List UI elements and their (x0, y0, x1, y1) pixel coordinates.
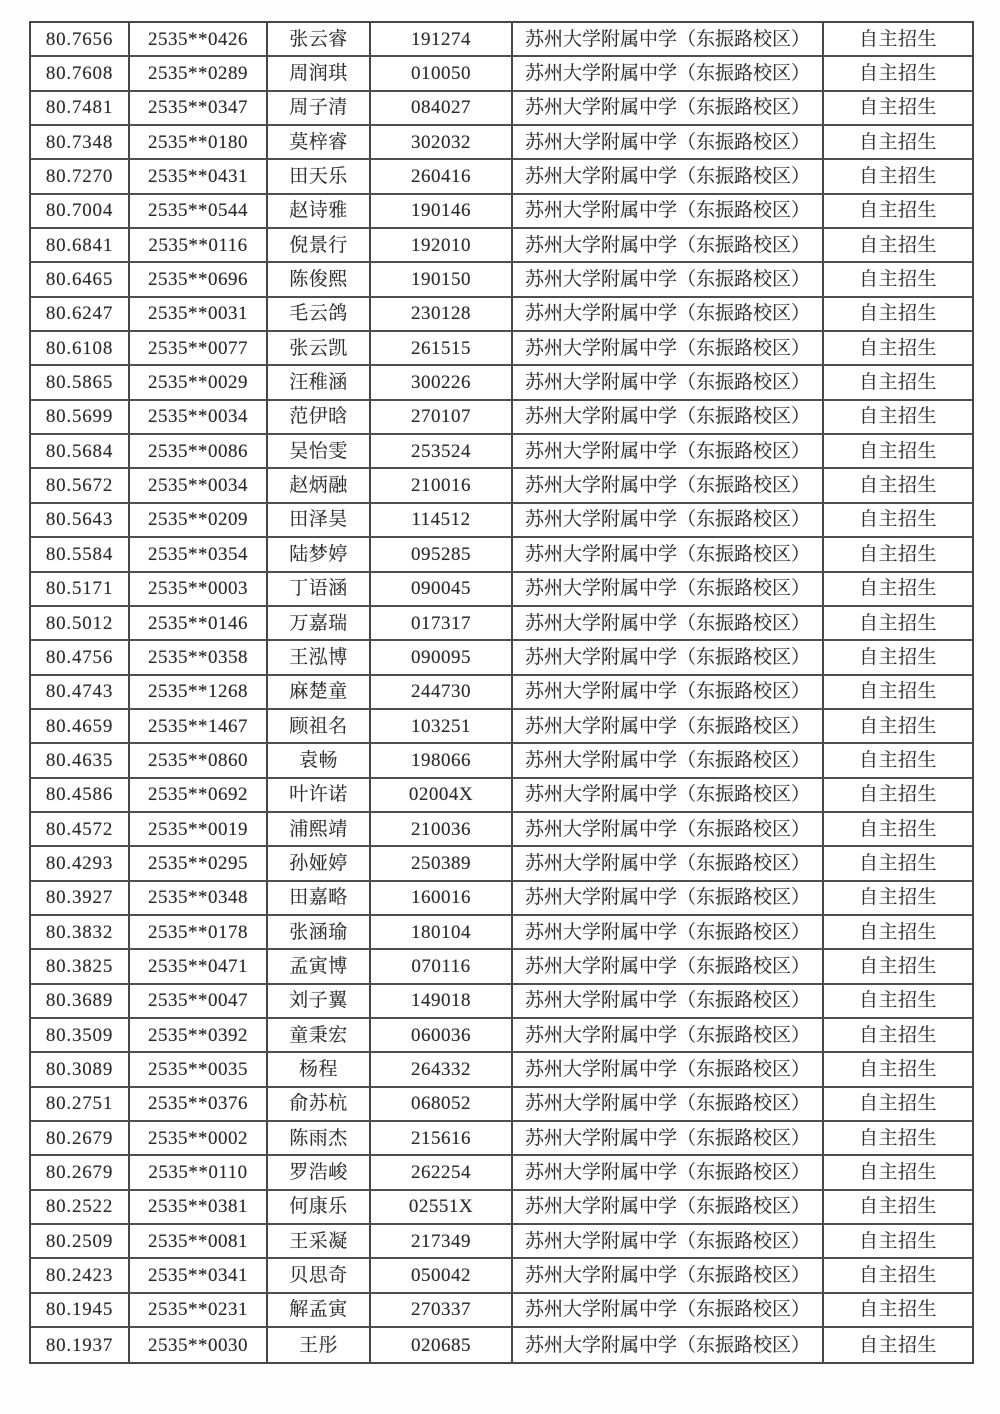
table-row (31, 1294, 972, 1328)
cell-admission-type: 自主招生 (824, 229, 972, 263)
cell-student-name: 叶许诺 (268, 779, 371, 813)
cell-exam-number: 2535**0003 (130, 573, 268, 607)
cell-score: 80.4586 (31, 779, 130, 813)
cell-admission-number: 210036 (371, 813, 513, 847)
cell-student-name: 田天乐 (268, 160, 371, 194)
cell-score: 80.5171 (31, 573, 130, 607)
cell-admission-number: 160016 (371, 882, 513, 916)
cell-admission-type: 自主招生 (824, 641, 972, 675)
table-row (31, 1122, 972, 1156)
cell-admission-number: 114512 (371, 504, 513, 538)
cell-school-name: 苏州大学附属中学（东振路校区） (513, 229, 824, 263)
cell-student-name: 陈雨杰 (268, 1122, 371, 1156)
cell-admission-type: 自主招生 (824, 985, 972, 1019)
cell-school-name: 苏州大学附属中学（东振路校区） (513, 1225, 824, 1259)
cell-admission-number: 261515 (371, 332, 513, 366)
cell-school-name: 苏州大学附属中学（东振路校区） (513, 1088, 824, 1122)
table-row (31, 985, 972, 1019)
table-row (31, 23, 972, 57)
cell-exam-number: 2535**0696 (130, 263, 268, 297)
cell-exam-number: 2535**0209 (130, 504, 268, 538)
table-row (31, 1191, 972, 1225)
cell-admission-type: 自主招生 (824, 1122, 972, 1156)
cell-school-name: 苏州大学附属中学（东振路校区） (513, 950, 824, 984)
cell-admission-number: 217349 (371, 1225, 513, 1259)
cell-score: 80.7004 (31, 195, 130, 229)
cell-score: 80.7348 (31, 126, 130, 160)
cell-admission-number: 070116 (371, 950, 513, 984)
cell-admission-type: 自主招生 (824, 813, 972, 847)
table-row (31, 92, 972, 126)
table-row (31, 607, 972, 641)
cell-exam-number: 2535**0231 (130, 1294, 268, 1328)
cell-student-name: 万嘉瑞 (268, 607, 371, 641)
table-row (31, 1259, 972, 1293)
cell-school-name: 苏州大学附属中学（东振路校区） (513, 126, 824, 160)
cell-school-name: 苏州大学附属中学（东振路校区） (513, 92, 824, 126)
cell-student-name: 袁畅 (268, 744, 371, 778)
cell-admission-number: 060036 (371, 1019, 513, 1053)
cell-exam-number: 2535**0029 (130, 366, 268, 400)
cell-score: 80.2423 (31, 1259, 130, 1293)
cell-student-name: 童秉宏 (268, 1019, 371, 1053)
cell-admission-number: 090095 (371, 641, 513, 675)
cell-admission-number: 250389 (371, 847, 513, 881)
cell-student-name: 丁语涵 (268, 573, 371, 607)
cell-student-name: 顾祖名 (268, 710, 371, 744)
cell-exam-number: 2535**0047 (130, 985, 268, 1019)
cell-student-name: 赵炳融 (268, 469, 371, 503)
cell-exam-number: 2535**0081 (130, 1225, 268, 1259)
cell-student-name: 刘子翼 (268, 985, 371, 1019)
table-row (31, 676, 972, 710)
table-row (31, 573, 972, 607)
cell-exam-number: 2535**0426 (130, 23, 268, 57)
cell-admission-type: 自主招生 (824, 1294, 972, 1328)
cell-school-name: 苏州大学附属中学（东振路校区） (513, 779, 824, 813)
cell-admission-number: 230128 (371, 298, 513, 332)
cell-exam-number: 2535**0381 (130, 1191, 268, 1225)
cell-score: 80.4743 (31, 676, 130, 710)
cell-admission-number: 190146 (371, 195, 513, 229)
cell-score: 80.2679 (31, 1156, 130, 1190)
cell-school-name: 苏州大学附属中学（东振路校区） (513, 298, 824, 332)
cell-student-name: 陈俊熙 (268, 263, 371, 297)
cell-exam-number: 2535**0376 (130, 1088, 268, 1122)
cell-school-name: 苏州大学附属中学（东振路校区） (513, 641, 824, 675)
cell-score: 80.3089 (31, 1053, 130, 1087)
cell-exam-number: 2535**0347 (130, 92, 268, 126)
cell-score: 80.2509 (31, 1225, 130, 1259)
cell-admission-number: 191274 (371, 23, 513, 57)
cell-student-name: 田泽昊 (268, 504, 371, 538)
table-row (31, 1225, 972, 1259)
cell-exam-number: 2535**0860 (130, 744, 268, 778)
cell-school-name: 苏州大学附属中学（东振路校区） (513, 813, 824, 847)
cell-student-name: 孙娅婷 (268, 847, 371, 881)
cell-score: 80.6247 (31, 298, 130, 332)
cell-score: 80.7270 (31, 160, 130, 194)
cell-score: 80.6841 (31, 229, 130, 263)
cell-exam-number: 2535**0086 (130, 435, 268, 469)
cell-admission-number: 149018 (371, 985, 513, 1019)
table-row (31, 195, 972, 229)
cell-exam-number: 2535**0341 (130, 1259, 268, 1293)
cell-admission-type: 自主招生 (824, 538, 972, 572)
cell-school-name: 苏州大学附属中学（东振路校区） (513, 469, 824, 503)
table-row (31, 950, 972, 984)
cell-score: 80.3832 (31, 916, 130, 950)
cell-exam-number: 2535**0348 (130, 882, 268, 916)
cell-score: 80.2679 (31, 1122, 130, 1156)
cell-admission-type: 自主招生 (824, 92, 972, 126)
table-row (31, 160, 972, 194)
cell-student-name: 范伊晗 (268, 401, 371, 435)
table-row (31, 332, 972, 366)
cell-score: 80.4659 (31, 710, 130, 744)
cell-exam-number: 2535**0358 (130, 641, 268, 675)
cell-exam-number: 2535**0354 (130, 538, 268, 572)
cell-score: 80.4293 (31, 847, 130, 881)
cell-exam-number: 2535**0031 (130, 298, 268, 332)
cell-admission-type: 自主招生 (824, 332, 972, 366)
cell-admission-number: 210016 (371, 469, 513, 503)
cell-score: 80.7481 (31, 92, 130, 126)
cell-score: 80.5584 (31, 538, 130, 572)
cell-admission-number: 302032 (371, 126, 513, 160)
cell-admission-type: 自主招生 (824, 298, 972, 332)
cell-school-name: 苏州大学附属中学（东振路校区） (513, 1328, 824, 1362)
cell-admission-number: 215616 (371, 1122, 513, 1156)
cell-school-name: 苏州大学附属中学（东振路校区） (513, 1156, 824, 1190)
cell-student-name: 孟寅博 (268, 950, 371, 984)
cell-admission-type: 自主招生 (824, 263, 972, 297)
cell-student-name: 俞苏杭 (268, 1088, 371, 1122)
cell-exam-number: 2535**0180 (130, 126, 268, 160)
cell-score: 80.4572 (31, 813, 130, 847)
cell-school-name: 苏州大学附属中学（东振路校区） (513, 263, 824, 297)
cell-student-name: 莫梓睿 (268, 126, 371, 160)
table-row (31, 710, 972, 744)
cell-student-name: 吴怡雯 (268, 435, 371, 469)
table-row (31, 1156, 972, 1190)
cell-school-name: 苏州大学附属中学（东振路校区） (513, 847, 824, 881)
cell-admission-number: 068052 (371, 1088, 513, 1122)
cell-exam-number: 2535**0110 (130, 1156, 268, 1190)
cell-admission-type: 自主招生 (824, 779, 972, 813)
cell-score: 80.7608 (31, 57, 130, 91)
cell-admission-type: 自主招生 (824, 435, 972, 469)
cell-admission-number: 253524 (371, 435, 513, 469)
cell-exam-number: 2535**0471 (130, 950, 268, 984)
cell-student-name: 汪稚涵 (268, 366, 371, 400)
cell-score: 80.1937 (31, 1328, 130, 1362)
cell-admission-number: 020685 (371, 1328, 513, 1362)
cell-student-name: 解孟寅 (268, 1294, 371, 1328)
cell-score: 80.1945 (31, 1294, 130, 1328)
cell-student-name: 杨程 (268, 1053, 371, 1087)
cell-student-name: 罗浩峻 (268, 1156, 371, 1190)
table-row (31, 847, 972, 881)
cell-admission-number: 180104 (371, 916, 513, 950)
table-row (31, 401, 972, 435)
cell-admission-type: 自主招生 (824, 1191, 972, 1225)
cell-exam-number: 2535**0077 (130, 332, 268, 366)
cell-exam-number: 2535**0116 (130, 229, 268, 263)
cell-score: 80.5643 (31, 504, 130, 538)
cell-student-name: 王泓博 (268, 641, 371, 675)
cell-admission-number: 103251 (371, 710, 513, 744)
cell-score: 80.4635 (31, 744, 130, 778)
cell-school-name: 苏州大学附属中学（东振路校区） (513, 607, 824, 641)
cell-admission-type: 自主招生 (824, 607, 972, 641)
table-row (31, 469, 972, 503)
table-row (31, 126, 972, 160)
table-row (31, 504, 972, 538)
cell-school-name: 苏州大学附属中学（东振路校区） (513, 366, 824, 400)
cell-school-name: 苏州大学附属中学（东振路校区） (513, 332, 824, 366)
cell-score: 80.2751 (31, 1088, 130, 1122)
cell-school-name: 苏州大学附属中学（东振路校区） (513, 57, 824, 91)
table-row (31, 1088, 972, 1122)
cell-student-name: 赵诗雅 (268, 195, 371, 229)
table-row (31, 641, 972, 675)
cell-admission-number: 090045 (371, 573, 513, 607)
cell-score: 80.3927 (31, 882, 130, 916)
cell-admission-number: 264332 (371, 1053, 513, 1087)
table-row (31, 882, 972, 916)
cell-admission-number: 270337 (371, 1294, 513, 1328)
cell-admission-number: 198066 (371, 744, 513, 778)
cell-admission-number: 050042 (371, 1259, 513, 1293)
table-row (31, 1019, 972, 1053)
cell-school-name: 苏州大学附属中学（东振路校区） (513, 1259, 824, 1293)
cell-student-name: 贝思奇 (268, 1259, 371, 1293)
cell-admission-number: 300226 (371, 366, 513, 400)
cell-score: 80.3689 (31, 985, 130, 1019)
cell-student-name: 周子清 (268, 92, 371, 126)
table-row (31, 1053, 972, 1087)
cell-exam-number: 2535**0030 (130, 1328, 268, 1362)
cell-exam-number: 2535**0289 (130, 57, 268, 91)
table-row (31, 916, 972, 950)
cell-school-name: 苏州大学附属中学（东振路校区） (513, 1191, 824, 1225)
cell-admission-type: 自主招生 (824, 469, 972, 503)
cell-student-name: 王彤 (268, 1328, 371, 1362)
table-row (31, 779, 972, 813)
cell-school-name: 苏州大学附属中学（东振路校区） (513, 744, 824, 778)
cell-exam-number: 2535**0019 (130, 813, 268, 847)
cell-school-name: 苏州大学附属中学（东振路校区） (513, 985, 824, 1019)
cell-student-name: 张云睿 (268, 23, 371, 57)
cell-score: 80.7656 (31, 23, 130, 57)
cell-school-name: 苏州大学附属中学（东振路校区） (513, 710, 824, 744)
cell-exam-number: 2535**0034 (130, 401, 268, 435)
cell-student-name: 陆梦婷 (268, 538, 371, 572)
cell-student-name: 麻楚童 (268, 676, 371, 710)
cell-admission-type: 自主招生 (824, 1019, 972, 1053)
cell-admission-type: 自主招生 (824, 57, 972, 91)
cell-admission-number: 262254 (371, 1156, 513, 1190)
cell-admission-type: 自主招生 (824, 847, 972, 881)
cell-admission-number: 02004X (371, 779, 513, 813)
cell-exam-number: 2535**0178 (130, 916, 268, 950)
cell-exam-number: 2535**0146 (130, 607, 268, 641)
cell-score: 80.5865 (31, 366, 130, 400)
cell-admission-type: 自主招生 (824, 401, 972, 435)
cell-score: 80.5684 (31, 435, 130, 469)
cell-score: 80.5672 (31, 469, 130, 503)
table-row (31, 366, 972, 400)
cell-admission-number: 010050 (371, 57, 513, 91)
cell-admission-type: 自主招生 (824, 1156, 972, 1190)
cell-admission-type: 自主招生 (824, 1259, 972, 1293)
table-row (31, 744, 972, 778)
cell-score: 80.3509 (31, 1019, 130, 1053)
cell-score: 80.6465 (31, 263, 130, 297)
cell-exam-number: 2535**0002 (130, 1122, 268, 1156)
cell-exam-number: 2535**1467 (130, 710, 268, 744)
cell-score: 80.2522 (31, 1191, 130, 1225)
cell-student-name: 周润琪 (268, 57, 371, 91)
cell-school-name: 苏州大学附属中学（东振路校区） (513, 23, 824, 57)
cell-school-name: 苏州大学附属中学（东振路校区） (513, 1053, 824, 1087)
cell-school-name: 苏州大学附属中学（东振路校区） (513, 573, 824, 607)
cell-admission-type: 自主招生 (824, 366, 972, 400)
table-row (31, 57, 972, 91)
table-row (31, 229, 972, 263)
cell-student-name: 倪景行 (268, 229, 371, 263)
cell-exam-number: 2535**0034 (130, 469, 268, 503)
cell-admission-number: 017317 (371, 607, 513, 641)
cell-school-name: 苏州大学附属中学（东振路校区） (513, 435, 824, 469)
table-row (31, 298, 972, 332)
cell-student-name: 张涵瑜 (268, 916, 371, 950)
table-row (31, 435, 972, 469)
cell-admission-number: 095285 (371, 538, 513, 572)
cell-school-name: 苏州大学附属中学（东振路校区） (513, 401, 824, 435)
cell-school-name: 苏州大学附属中学（东振路校区） (513, 195, 824, 229)
cell-admission-type: 自主招生 (824, 160, 972, 194)
cell-admission-type: 自主招生 (858, 1334, 937, 1356)
table-row (31, 1328, 972, 1362)
cell-admission-type: 自主招生 (824, 23, 972, 57)
cell-school-name: 苏州大学附属中学（东振路校区） (513, 1294, 824, 1328)
cell-admission-type: 自主招生 (824, 744, 972, 778)
cell-school-name: 苏州大学附属中学（东振路校区） (513, 1019, 824, 1053)
cell-school-name: 苏州大学附属中学（东振路校区） (513, 676, 824, 710)
table-row (31, 813, 972, 847)
cell-student-name: 毛云鸽 (268, 298, 371, 332)
cell-admission-type: 自主招生 (824, 710, 972, 744)
cell-admission-number: 190150 (371, 263, 513, 297)
cell-admission-type: 自主招生 (824, 1088, 972, 1122)
cell-student-name: 王采凝 (268, 1225, 371, 1259)
cell-exam-number: 2535**0692 (130, 779, 268, 813)
cell-school-name: 苏州大学附属中学（东振路校区） (513, 916, 824, 950)
cell-score: 80.6108 (31, 332, 130, 366)
cell-school-name: 苏州大学附属中学（东振路校区） (513, 1122, 824, 1156)
cell-admission-type: 自主招生 (824, 950, 972, 984)
cell-admission-type: 自主招生 (824, 195, 972, 229)
cell-exam-number: 2535**0295 (130, 847, 268, 881)
cell-student-name: 浦熙靖 (268, 813, 371, 847)
table-row (31, 538, 972, 572)
cell-admission-type: 自主招生 (824, 126, 972, 160)
cell-admission-type: 自主招生 (824, 676, 972, 710)
cell-school-name: 苏州大学附属中学（东振路校区） (513, 538, 824, 572)
cell-admission-number: 260416 (371, 160, 513, 194)
cell-admission-type: 自主招生 (824, 1225, 972, 1259)
cell-admission-type: 自主招生 (824, 916, 972, 950)
cell-student-name: 何康乐 (268, 1191, 371, 1225)
cell-admission-type: 自主招生 (824, 504, 972, 538)
admission-list-table (29, 21, 974, 1364)
cell-school-name: 苏州大学附属中学（东振路校区） (513, 504, 824, 538)
table-row (31, 263, 972, 297)
cell-exam-number: 2535**0035 (130, 1053, 268, 1087)
cell-exam-number: 2535**0392 (130, 1019, 268, 1053)
cell-admission-type: 自主招生 (824, 882, 972, 916)
cell-admission-number: 270107 (371, 401, 513, 435)
cell-admission-type: 自主招生 (824, 573, 972, 607)
cell-school-name: 苏州大学附属中学（东振路校区） (513, 160, 824, 194)
cell-score: 80.5012 (31, 607, 130, 641)
cell-admission-number: 192010 (371, 229, 513, 263)
cell-exam-number: 2535**0544 (130, 195, 268, 229)
cell-exam-number: 2535**0431 (130, 160, 268, 194)
cell-student-name: 张云凯 (268, 332, 371, 366)
cell-student-name: 田嘉略 (268, 882, 371, 916)
cell-admission-type: 自主招生 (824, 1053, 972, 1087)
cell-score: 80.3825 (31, 950, 130, 984)
cell-score: 80.5699 (31, 401, 130, 435)
cell-school-name: 苏州大学附属中学（东振路校区） (513, 882, 824, 916)
cell-admission-number: 084027 (371, 92, 513, 126)
cell-admission-number: 02551X (371, 1191, 513, 1225)
cell-exam-number: 2535**1268 (130, 676, 268, 710)
cell-score: 80.4756 (31, 641, 130, 675)
cell-admission-number: 244730 (371, 676, 513, 710)
